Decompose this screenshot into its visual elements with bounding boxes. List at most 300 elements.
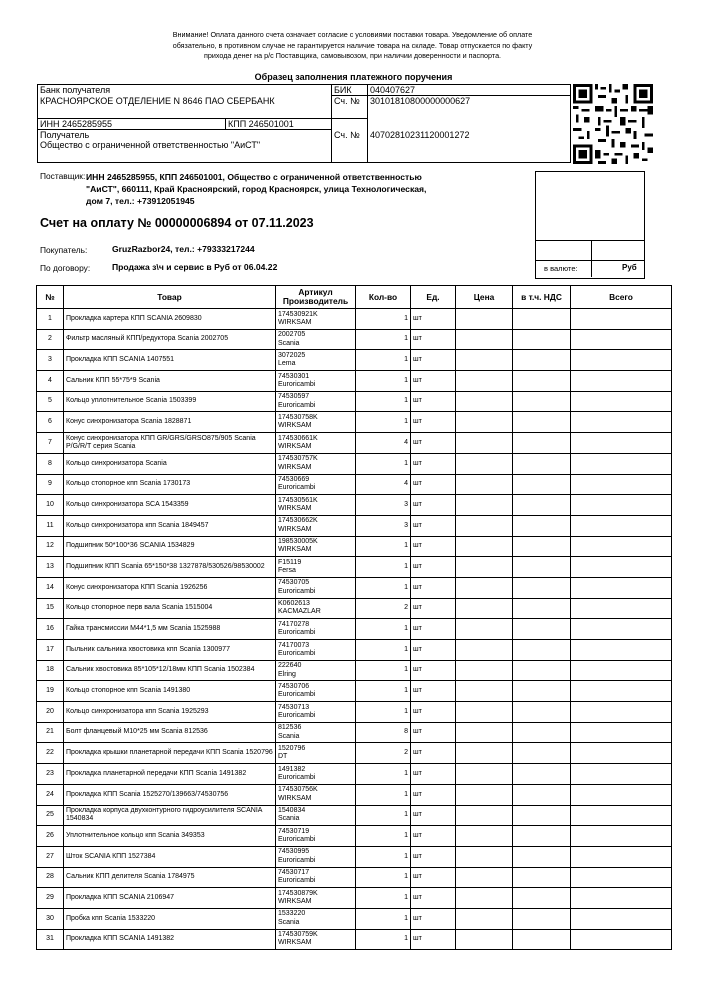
row-article [276,515,356,536]
table-row [37,577,672,598]
row-unit: шт [411,495,456,516]
recipient-name: Общество с ограниченной ответственностью "АиСТ" [38,140,332,163]
table-row [37,453,672,474]
row-quantity: 2 [356,598,411,619]
row-manufacturer: Elring [278,670,296,678]
row-total [571,309,672,330]
row-unit: шт [411,515,456,536]
row-article [276,619,356,640]
row-number: 10 [37,495,64,516]
row-price [456,764,513,785]
row-total [571,453,672,474]
row-product: Прокладка корпуса двухконтурного гидроусилителя SCANIA 1540834 [64,805,276,826]
table-row [37,888,672,909]
table-row [37,846,672,867]
row-product: Кольцо синхронизатора Scania [64,453,276,474]
table-row [37,371,672,392]
row-article [276,888,356,909]
row-product: Кольцо стопорное кпп Scania 1491380 [64,681,276,702]
row-product: Шток SCANIA КПП 1527384 [64,846,276,867]
row-quantity: 1 [356,640,411,661]
row-number: 12 [37,536,64,557]
row-article-code: 74530719 [278,827,310,835]
table-row [37,660,672,681]
row-vat [513,908,571,929]
row-price [456,660,513,681]
row-manufacturer: Euroricambi [278,484,316,492]
row-total [571,846,672,867]
row-article [276,557,356,578]
row-quantity: 1 [356,453,411,474]
row-article [276,329,356,350]
row-article [276,908,356,929]
row-number: 14 [37,577,64,598]
row-total [571,495,672,516]
recipient-bank-label: Банк получателя [38,85,332,96]
qr-code-icon [573,84,653,164]
row-product: Прокладка КПП SCANIA 1491382 [64,929,276,950]
row-article [276,391,356,412]
row-price [456,515,513,536]
row-product: Пыльник сальника хвостовика кпп Scania 1300977 [64,640,276,661]
header-unit: Ед. [411,286,456,309]
row-unit: шт [411,453,456,474]
contract-value: Продажа з\ч и сервис в Руб от 06.04.22 [112,262,278,272]
row-product: Уплотнительное кольцо кпп Scania 349353 [64,826,276,847]
row-vat [513,598,571,619]
row-article-code: 174530921K [278,310,318,318]
row-article-code: 174530661K [278,434,318,442]
row-total [571,577,672,598]
table-row [37,640,672,661]
row-total [571,660,672,681]
row-price [456,784,513,805]
row-number: 31 [37,929,64,950]
bank-details-table [37,84,571,163]
row-quantity: 1 [356,309,411,330]
row-quantity: 1 [356,557,411,578]
table-row [37,784,672,805]
table-row [37,743,672,764]
payment-sample-title: Образец заполнения платежного поручения [254,72,453,82]
row-total [571,722,672,743]
row-total [571,474,672,495]
row-price [456,495,513,516]
row-article [276,867,356,888]
row-total [571,681,672,702]
row-number: 15 [37,598,64,619]
currency-column-divider [591,241,592,277]
row-unit: шт [411,867,456,888]
row-manufacturer: WIRKSAM [278,422,312,430]
row-article-code: 174530759K [278,931,318,939]
header-vat: в т.ч. НДС [513,286,571,309]
items-table [36,285,672,950]
row-manufacturer: WIRKSAM [278,939,312,947]
row-total [571,784,672,805]
table-row [37,329,672,350]
row-price [456,908,513,929]
row-quantity: 1 [356,536,411,557]
table-row [37,474,672,495]
row-article [276,474,356,495]
row-number: 11 [37,515,64,536]
row-number: 8 [37,453,64,474]
row-total [571,371,672,392]
header-article-line: Артикул [298,287,333,297]
table-row [37,619,672,640]
row-total [571,640,672,661]
row-vat [513,371,571,392]
row-manufacturer: KACMAZLAR [278,608,321,616]
row-price [456,888,513,909]
row-unit: шт [411,743,456,764]
row-vat [513,640,571,661]
row-product: Сальник хвостовика 85*105*12/18мм КПП Scania 1502384 [64,660,276,681]
row-article-code: 1491382 [278,765,306,773]
row-manufacturer: WIRKSAM [278,505,312,513]
row-product: Подшипник 50*100*36 SCANIA 1534829 [64,536,276,557]
row-article [276,640,356,661]
row-manufacturer: Scania [278,339,300,347]
row-article-code: 1540834 [278,807,306,815]
row-number: 22 [37,743,64,764]
row-price [456,743,513,764]
row-total [571,433,672,454]
notice-line: прихода денег на р/с Поставщика, самовывозом, при наличии доверенности и паспорта. [203,51,502,61]
row-quantity: 1 [356,660,411,681]
row-vat [513,888,571,909]
row-article [276,350,356,371]
row-article-code: 74170278 [278,620,310,628]
row-article [276,433,356,454]
row-quantity: 4 [356,474,411,495]
row-number: 4 [37,371,64,392]
table-row [37,309,672,330]
bik-value: 040407627 [368,85,571,96]
row-price [456,536,513,557]
row-vat [513,329,571,350]
row-vat [513,536,571,557]
row-product: Прокладка КПП SCANIA 2106947 [64,888,276,909]
row-unit: шт [411,929,456,950]
row-number: 30 [37,908,64,929]
row-vat [513,826,571,847]
row-number: 21 [37,722,64,743]
row-article-code: 74530713 [278,703,310,711]
table-row [37,433,672,454]
row-vat [513,702,571,723]
row-article-code: 74530669 [278,476,310,484]
row-unit: шт [411,908,456,929]
row-price [456,929,513,950]
row-quantity: 1 [356,764,411,785]
row-number: 6 [37,412,64,433]
row-unit: шт [411,784,456,805]
inn-field: ИНН 2465285955 [38,119,226,130]
row-manufacturer: DT [278,753,288,761]
row-vat [513,309,571,330]
row-quantity: 1 [356,577,411,598]
table-row [37,536,672,557]
row-article-code: 222640 [278,662,302,670]
row-vat [513,557,571,578]
row-vat [513,722,571,743]
kpp-field: КПП 246501001 [226,119,332,130]
supplier-line: ИНН 2465285955, КПП 246501001, Общество с ограниченной ответственностью [86,172,422,182]
table-row [37,826,672,847]
row-number: 26 [37,826,64,847]
row-total [571,888,672,909]
row-product: Прокладка КПП Scania 1525270/139663/74530756 [64,784,276,805]
row-quantity: 1 [356,867,411,888]
table-row [37,764,672,785]
row-article-code: 174530757K [278,455,318,463]
row-unit: шт [411,391,456,412]
row-product: Пробка кпп Scania 1533220 [64,908,276,929]
supplier-details [86,171,516,207]
row-vat [513,660,571,681]
row-unit: шт [411,640,456,661]
row-number: 1 [37,309,64,330]
row-article-code: 74170073 [278,641,310,649]
row-article [276,371,356,392]
row-article [276,495,356,516]
row-total [571,350,672,371]
row-total [571,598,672,619]
table-row [37,867,672,888]
row-quantity: 1 [356,412,411,433]
table-row [37,908,672,929]
row-product: Фильтр масляный КПП/редуктора Scania 2002705 [64,329,276,350]
row-price [456,412,513,433]
row-quantity: 2 [356,743,411,764]
row-quantity: 1 [356,702,411,723]
row-article [276,577,356,598]
row-vat [513,805,571,826]
table-row [37,495,672,516]
row-vat [513,743,571,764]
row-product: Гайка трансмиссии М44*1,5 мм Scania 1525988 [64,619,276,640]
row-manufacturer: Euroricambi [278,401,316,409]
row-quantity: 1 [356,619,411,640]
row-price [456,681,513,702]
row-quantity: 1 [356,371,411,392]
row-product: Прокладка картера КПП SCANIA 2609830 [64,309,276,330]
row-unit: шт [411,722,456,743]
row-unit: шт [411,536,456,557]
notice-line: Внимание! Оплата данного счета означает согласие с условиями поставки товара. Уведомление об оплате [172,30,533,39]
row-manufacturer: WIRKSAM [278,463,312,471]
row-vat [513,453,571,474]
row-total [571,412,672,433]
row-manufacturer: Euroricambi [278,629,316,637]
row-article-code: F15119 [278,558,302,566]
supplier-line: дом 7, тел.: +73912051945 [86,196,195,206]
row-product: Подшипник КПП Scania 65*150*38 1327878/530526/98530002 [64,557,276,578]
row-total [571,391,672,412]
row-quantity: 1 [356,350,411,371]
row-vat [513,577,571,598]
supplier-line: "АиСТ", 660111, Край Красноярский, город Красноярск, улица Технологическая, [86,184,427,194]
header-price: Цена [456,286,513,309]
row-article-code: 812536 [278,724,302,732]
row-total [571,743,672,764]
header-total: Всего [571,286,672,309]
row-quantity: 8 [356,722,411,743]
header-article [276,286,356,309]
table-row [37,598,672,619]
row-article [276,536,356,557]
invoice-title: Счет на оплату № 00000006894 от 07.11.2023 [40,216,314,230]
row-number: 27 [37,846,64,867]
row-manufacturer: Euroricambi [278,587,316,595]
row-vat [513,474,571,495]
row-number: 20 [37,702,64,723]
row-article [276,702,356,723]
row-article-code: 74530705 [278,579,310,587]
row-article [276,598,356,619]
row-product: Прокладка КПП SCANIA 1407551 [64,350,276,371]
row-total [571,515,672,536]
row-unit: шт [411,329,456,350]
row-price [456,391,513,412]
notice-line: обязательно, в противном случае не гарантируется наличие товара на складе. Товар отпускается по факту [172,40,533,50]
row-manufacturer: WIRKSAM [278,318,312,326]
row-manufacturer: WIRKSAM [278,794,312,802]
table-row [37,412,672,433]
table-row [37,722,672,743]
row-vat [513,433,571,454]
row-vat [513,846,571,867]
row-article-code: 174530561K [278,496,318,504]
account-value: 40702810231120001272 [368,130,571,141]
row-quantity: 3 [356,495,411,516]
row-product: Сальник КПП 55*75*9 Scania [64,371,276,392]
row-article [276,412,356,433]
row-number: 2 [37,329,64,350]
table-row [37,557,672,578]
row-manufacturer: Scania [278,918,300,926]
row-product: Болт фланцевый М10*25 мм Scania 812536 [64,722,276,743]
row-unit: шт [411,412,456,433]
row-total [571,867,672,888]
row-unit: шт [411,433,456,454]
row-unit: шт [411,764,456,785]
row-price [456,329,513,350]
row-number: 16 [37,619,64,640]
payment-notice [75,30,630,62]
row-product: Кольцо синхронизатора кпп Scania 1925293 [64,702,276,723]
row-article-code: 74530301 [278,372,310,380]
row-number: 9 [37,474,64,495]
row-price [456,702,513,723]
supplier-label: Поставщик: [40,171,86,181]
row-article-code: 1520796 [278,744,306,752]
row-price [456,433,513,454]
row-price [456,453,513,474]
row-product: Кольцо стопорное кпп Scania 1730173 [64,474,276,495]
row-manufacturer: Scania [278,815,300,823]
row-total [571,908,672,929]
row-unit: шт [411,598,456,619]
row-total [571,557,672,578]
row-article [276,309,356,330]
row-vat [513,784,571,805]
row-article-code: 1533220 [278,910,306,918]
row-number: 24 [37,784,64,805]
row-unit: шт [411,681,456,702]
row-total [571,764,672,785]
row-article [276,929,356,950]
row-number: 28 [37,867,64,888]
row-product: Кольцо стопорное перв вала Scania 1515004 [64,598,276,619]
account-label: Сч. № [332,130,368,141]
row-vat [513,619,571,640]
row-article-code: 74530597 [278,393,310,401]
row-article [276,784,356,805]
row-price [456,846,513,867]
corr-account-label: Сч. № [332,96,368,119]
header-product: Товар [64,286,276,309]
row-total [571,619,672,640]
row-quantity: 1 [356,908,411,929]
row-article [276,743,356,764]
row-quantity: 1 [356,888,411,909]
row-price [456,474,513,495]
row-total [571,805,672,826]
row-product: Конус синхронизатора КПП GR/GRS/GRSO875/905 Scania P/G/R/T серия Scania [64,433,276,454]
row-manufacturer: Euroricambi [278,649,316,657]
row-manufacturer: Euroricambi [278,380,316,388]
header-no: № [37,286,64,309]
table-row [37,805,672,826]
row-price [456,722,513,743]
row-vat [513,867,571,888]
row-total [571,536,672,557]
row-article-code: 2002705 [278,331,306,339]
row-article [276,846,356,867]
row-number: 23 [37,764,64,785]
row-article-code: K0602613 [278,600,310,608]
row-manufacturer: Lema [278,360,296,368]
row-article-code: 174530756K [278,786,318,794]
row-product: Прокладка планетарной передачи КПП Scania 1491382 [64,764,276,785]
row-number: 7 [37,433,64,454]
row-quantity: 1 [356,784,411,805]
table-row [37,929,672,950]
row-product: Кольцо синхронизатора SCA 1543359 [64,495,276,516]
row-quantity: 1 [356,929,411,950]
row-total [571,826,672,847]
row-number: 3 [37,350,64,371]
row-article-code: 174530758K [278,413,318,421]
currency-box-divider [536,240,644,261]
row-unit: шт [411,660,456,681]
row-unit: шт [411,474,456,495]
row-article [276,681,356,702]
row-number: 19 [37,681,64,702]
row-unit: шт [411,371,456,392]
corr-account-value: 30101810800000000627 [368,96,571,119]
row-unit: шт [411,350,456,371]
row-manufacturer: Euroricambi [278,711,316,719]
row-manufacturer: Euroricambi [278,856,316,864]
table-row [37,702,672,723]
row-article [276,805,356,826]
row-price [456,371,513,392]
row-quantity: 1 [356,826,411,847]
